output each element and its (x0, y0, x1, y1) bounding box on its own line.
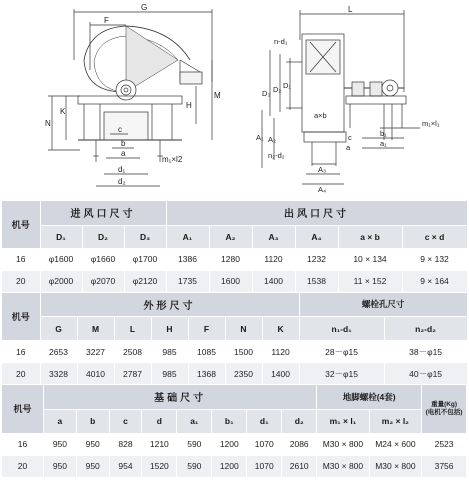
t3-cell: 2086 (282, 433, 317, 455)
label-c: c (118, 125, 122, 134)
t2-cell: 2787 (114, 363, 151, 385)
label-D2: D₂ (273, 85, 282, 94)
t1-cell: 9 × 132 (402, 248, 467, 270)
label-b: b (121, 139, 126, 148)
t1-cell: φ1660 (82, 248, 124, 270)
t3-col: c (109, 409, 142, 433)
t1-row-id: 20 (2, 270, 40, 292)
label-axb: a×b (314, 111, 327, 120)
t3-weight-label: 重量(Kg) (431, 400, 458, 408)
front-elevation-labels (256, 5, 440, 194)
t2-row-id: 16 (2, 341, 40, 363)
label-F: F (104, 16, 109, 25)
label-N: N (45, 119, 51, 128)
t1-cell: φ1700 (124, 248, 166, 270)
t1-cell: 1400 (252, 270, 295, 292)
t2-col: L (114, 317, 151, 341)
t1-cell: φ2000 (40, 270, 82, 292)
t3-cell: 950 (76, 433, 109, 455)
t1-cell: 9 × 164 (402, 270, 467, 292)
label-n2d2: n₂-d₂ (268, 151, 285, 160)
table-row (2, 341, 467, 363)
t3-cell: 954 (109, 455, 142, 477)
t2-cell: 1368 (188, 363, 225, 385)
label-d1: d₁ (118, 165, 126, 174)
t2-group-shape: 外形尺寸 (40, 293, 299, 317)
t1-corner: 机号 (2, 201, 40, 248)
t2-cell: 38－φ15 (384, 341, 467, 363)
t2-col: N (225, 317, 262, 341)
label-H: H (186, 101, 192, 110)
t2-col: M (77, 317, 114, 341)
label-A4: A₄ (318, 185, 327, 194)
label-a1: a₁ (380, 139, 387, 148)
t3-weight: 2523 (422, 433, 467, 455)
t2-col: n₂-d₂ (384, 317, 467, 341)
t2-cell: 2350 (225, 363, 262, 385)
t2-col: F (188, 317, 225, 341)
label-mxl1: m₁×l₁ (422, 119, 440, 128)
table-row (2, 455, 467, 477)
t3-cell: M30 × 800 (317, 455, 369, 477)
t2-cell: 2653 (40, 341, 77, 363)
t3-cell: 1200 (212, 455, 247, 477)
t1-col: A₃ (252, 225, 295, 248)
t2-col: G (40, 317, 77, 341)
fan-technical-drawing (0, 0, 469, 200)
t1-col: a × b (338, 225, 402, 248)
t1-col: A₂ (209, 225, 252, 248)
t3-cell: 2610 (282, 455, 317, 477)
t1-cell: 1735 (166, 270, 209, 292)
t3-weight-note: (电机不包括) (425, 408, 463, 416)
t2-col: K (262, 317, 299, 341)
t1-cell: φ2070 (82, 270, 124, 292)
t2-cell: 1400 (262, 363, 299, 385)
t3-col: b (76, 409, 109, 433)
t3-cell: 1200 (212, 433, 247, 455)
t3-col: b₁ (212, 409, 247, 433)
t1-group-out: 出风口尺寸 (166, 201, 467, 225)
t1-cell: 1232 (295, 248, 338, 270)
label-a: a (121, 149, 126, 158)
t2-cell: 3328 (40, 363, 77, 385)
t1-col: D₁ (40, 225, 82, 248)
t2-cell: 2508 (114, 341, 151, 363)
t3-col: d₁ (247, 409, 282, 433)
t1-cell: 1600 (209, 270, 252, 292)
t1-cell: 1120 (252, 248, 295, 270)
t2-cell: 1120 (262, 341, 299, 363)
t3-col: a₁ (177, 409, 212, 433)
label-A1: A₁ (256, 133, 264, 142)
t3-cell: 1070 (247, 433, 282, 455)
t3-corner: 机号 (2, 385, 44, 433)
t3-cell: M30 × 800 (317, 433, 369, 455)
t1-col: D₃ (124, 225, 166, 248)
t1-cell: φ1600 (40, 248, 82, 270)
t3-col: d₂ (282, 409, 317, 433)
t3-row-id: 20 (2, 455, 44, 477)
t2-group-bolt: 螺栓孔尺寸 (299, 293, 467, 317)
t1-row-id: 16 (2, 248, 40, 270)
t3-cell: 1520 (142, 455, 177, 477)
table-row (2, 363, 467, 385)
t3-row-id: 16 (2, 433, 44, 455)
t3-group-base: 基础尺寸 (44, 385, 317, 409)
label-m1x12: m₁×l2 (162, 155, 183, 164)
t3-cell: 1210 (142, 433, 177, 455)
t2-col: H (151, 317, 188, 341)
label-G: G (141, 3, 148, 12)
t1-col: c × d (402, 225, 467, 248)
t2-cell: 985 (151, 363, 188, 385)
table-row (2, 433, 467, 455)
label-L: L (348, 5, 353, 14)
t2-row-id: 20 (2, 363, 40, 385)
t3-group-anchor: 地脚螺栓(4套) (317, 385, 422, 409)
t1-cell: 1386 (166, 248, 209, 270)
label-d2: d₂ (118, 177, 126, 186)
foundation-table (2, 385, 467, 478)
table-row (2, 270, 467, 292)
inlet-outlet-table (2, 201, 468, 293)
t2-cell: 40－φ15 (384, 363, 467, 385)
label-A3: A₃ (318, 165, 327, 174)
t2-col: n₁-d₁ (299, 317, 384, 341)
t3-cell: 950 (44, 455, 77, 477)
t3-cell: 590 (177, 455, 212, 477)
t1-col: A₄ (295, 225, 338, 248)
label-nd1: n-d₁ (274, 37, 288, 46)
t1-col: A₁ (166, 225, 209, 248)
t3-cell: 590 (177, 433, 212, 455)
label-D1: D₁ (283, 81, 291, 90)
label-M: M (214, 91, 221, 100)
outline-dimensions-table (2, 293, 468, 386)
t3-cell: 950 (76, 455, 109, 477)
label-a-right: a (346, 143, 351, 152)
t2-corner: 机号 (2, 293, 40, 341)
t2-cell: 1500 (225, 341, 262, 363)
t3-cell: M30 × 800 (369, 455, 421, 477)
t1-cell: 1538 (295, 270, 338, 292)
t3-cell: 1070 (247, 455, 282, 477)
t3-col: a (44, 409, 77, 433)
spec-tables (2, 201, 467, 478)
t2-cell: 28－φ15 (299, 341, 384, 363)
t1-group-in: 进风口尺寸 (40, 201, 166, 225)
label-b1: b₁ (380, 129, 387, 138)
label-c-right: c (348, 133, 352, 142)
side-elevation-view (48, 9, 212, 186)
t3-cell: 950 (44, 433, 77, 455)
t3-col: m₂ × l₂ (369, 409, 421, 433)
label-A2: A₂ (268, 135, 276, 144)
t2-cell: 4010 (77, 363, 114, 385)
t1-cell: 11 × 152 (338, 270, 402, 292)
t3-cell: 828 (109, 433, 142, 455)
label-K: K (60, 107, 66, 116)
t3-weight: 3756 (422, 455, 467, 477)
t2-cell: 1085 (188, 341, 225, 363)
t1-cell: 10 × 134 (338, 248, 402, 270)
t3-col: m₁ × l₁ (317, 409, 369, 433)
t2-cell: 3227 (77, 341, 114, 363)
table-row (2, 248, 467, 270)
t2-cell: 985 (151, 341, 188, 363)
t1-cell: φ2120 (124, 270, 166, 292)
t3-col: d (142, 409, 177, 433)
t2-cell: 32－φ15 (299, 363, 384, 385)
t3-cell: M24 × 600 (369, 433, 421, 455)
t1-cell: 1280 (209, 248, 252, 270)
t1-col: D₂ (82, 225, 124, 248)
t3-weight-header (422, 385, 467, 433)
label-D3: D₃ (262, 89, 271, 98)
